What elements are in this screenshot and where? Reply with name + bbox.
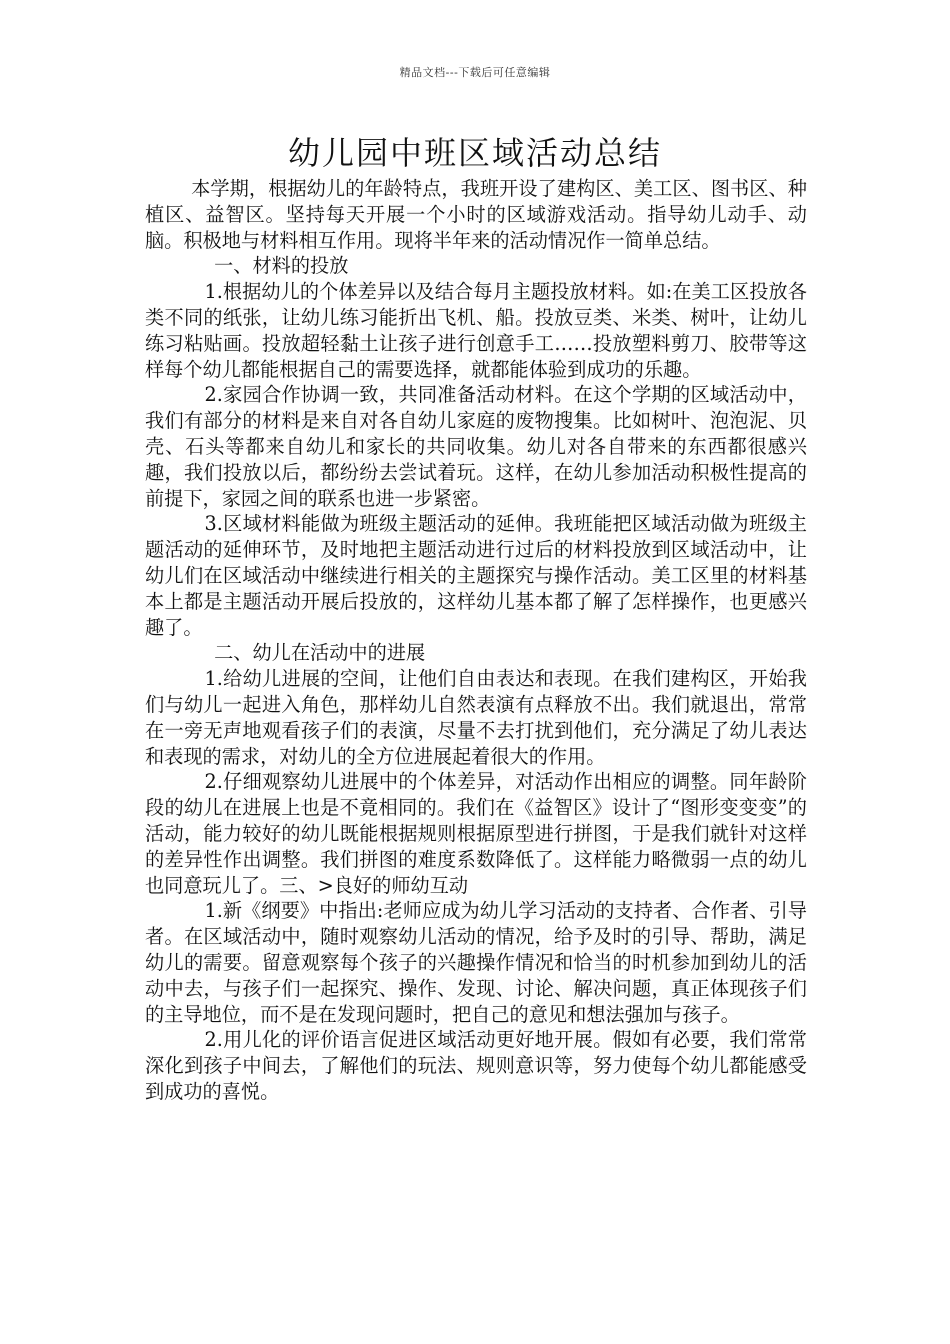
paragraph-progress-1: 1.给幼儿进展的空间，让他们自由表达和表现。在我们建构区，开始我们与幼儿一起进入角色，那样幼儿自然表演有点释放不出。我们就退出，常常在一旁无声地观看孩子们的表演，尽量不去打扰到他们，充分满足了幼儿表达和表现的需求，对幼儿的全方位进展起着很大的作用。: [145, 667, 807, 768]
document-title: 幼儿园中班区域活动总结: [287, 134, 662, 172]
header-note: 精品文档---下载后可任意编辑: [399, 66, 551, 79]
paragraph-materials-2: 2.家园合作协调一致，共同准备活动材料。在这个学期的区域活动中，我们有部分的材料是来自对各自幼儿家庭的废物搜集。比如树叶、泡泡泥、贝壳、石头等都来自幼儿和家长的共同收集。幼儿对各自带来的东西都很感兴趣，我们投放以后，都纷纷去尝试着玩。这样，在幼儿参加活动积极性提高的前提下，家园之间的联系也进一步紧密。: [145, 383, 807, 510]
paragraph-materials-3: 3.区域材料能做为班级主题活动的延伸。我班能把区域活动做为班级主题活动的延伸环节，及时地把主题活动进行过后的材料投放到区域活动中，让幼儿们在区域活动中继续进行相关的主题探究与操作活动。美工区里的材料基本上都是主题活动开展后投放的，这样幼儿基本都了解了怎样操作，也更感兴趣了。: [145, 512, 807, 639]
section-heading-progress: 二、幼儿在活动中的进展: [214, 641, 426, 665]
document-body: [145, 176, 807, 1105]
section-heading-materials: 一、材料的投放: [214, 254, 349, 278]
paragraph-interaction-2: 2.用儿化的评价语言促进区域活动更好地开展。假如有必要，我们常常深化到孩子中间去，了解他们的玩法、规则意识等，努力使每个幼儿都能感受到成功的喜悦。: [145, 1028, 807, 1103]
paragraph-materials-1: 1.根据幼儿的个体差异以及结合每月主题投放材料。如:在美工区投放各类不同的纸张，让幼儿练习能折出飞机、船。投放豆类、米类、树叶，让幼儿练习粘贴画。投放超轻黏土让孩子进行创意手工……投放塑料剪刀、胶带等这样每个幼儿都能根据自己的需要选择，就都能体验到成功的乐趣。: [145, 280, 807, 381]
intro-paragraph: 本学期，根据幼儿的年龄特点，我班开设了建构区、美工区、图书区、种植区、益智区。坚持每天开展一个小时的区域游戏活动。指导幼儿动手、动脑。积极地与材料相互作用。现将半年来的活动情况作一简单总结。: [145, 177, 807, 252]
paragraph-progress-2: 2.仔细观察幼儿进展中的个体差异，对活动作出相应的调整。同年龄阶段的幼儿在进展上也是不竟相同的。我们在《益智区》设计了“图形变变变”的活动，能力较好的幼儿既能根据规则根据原型进行拼图，于是我们就针对这样的差异性作出调整。我们拼图的难度系数降低了。这样能力略微弱一点的幼儿也同意玩儿了。三、>良好的师幼互动: [145, 770, 807, 897]
paragraph-interaction-1: 1.新《纲要》中指出:老师应成为幼儿学习活动的支持者、合作者、引导者。在区域活动中，随时观察幼儿活动的情况，给予及时的引导、帮助，满足幼儿的需要。留意观察每个孩子的兴趣操作情况和恰当的时机参加到幼儿的活动中去，与孩子们一起探究、操作、发现、讨论、解决问题，真正体现孩子们的主导地位，而不是在发现问题时，把自己的意见和想法强加与孩子。: [145, 899, 807, 1026]
